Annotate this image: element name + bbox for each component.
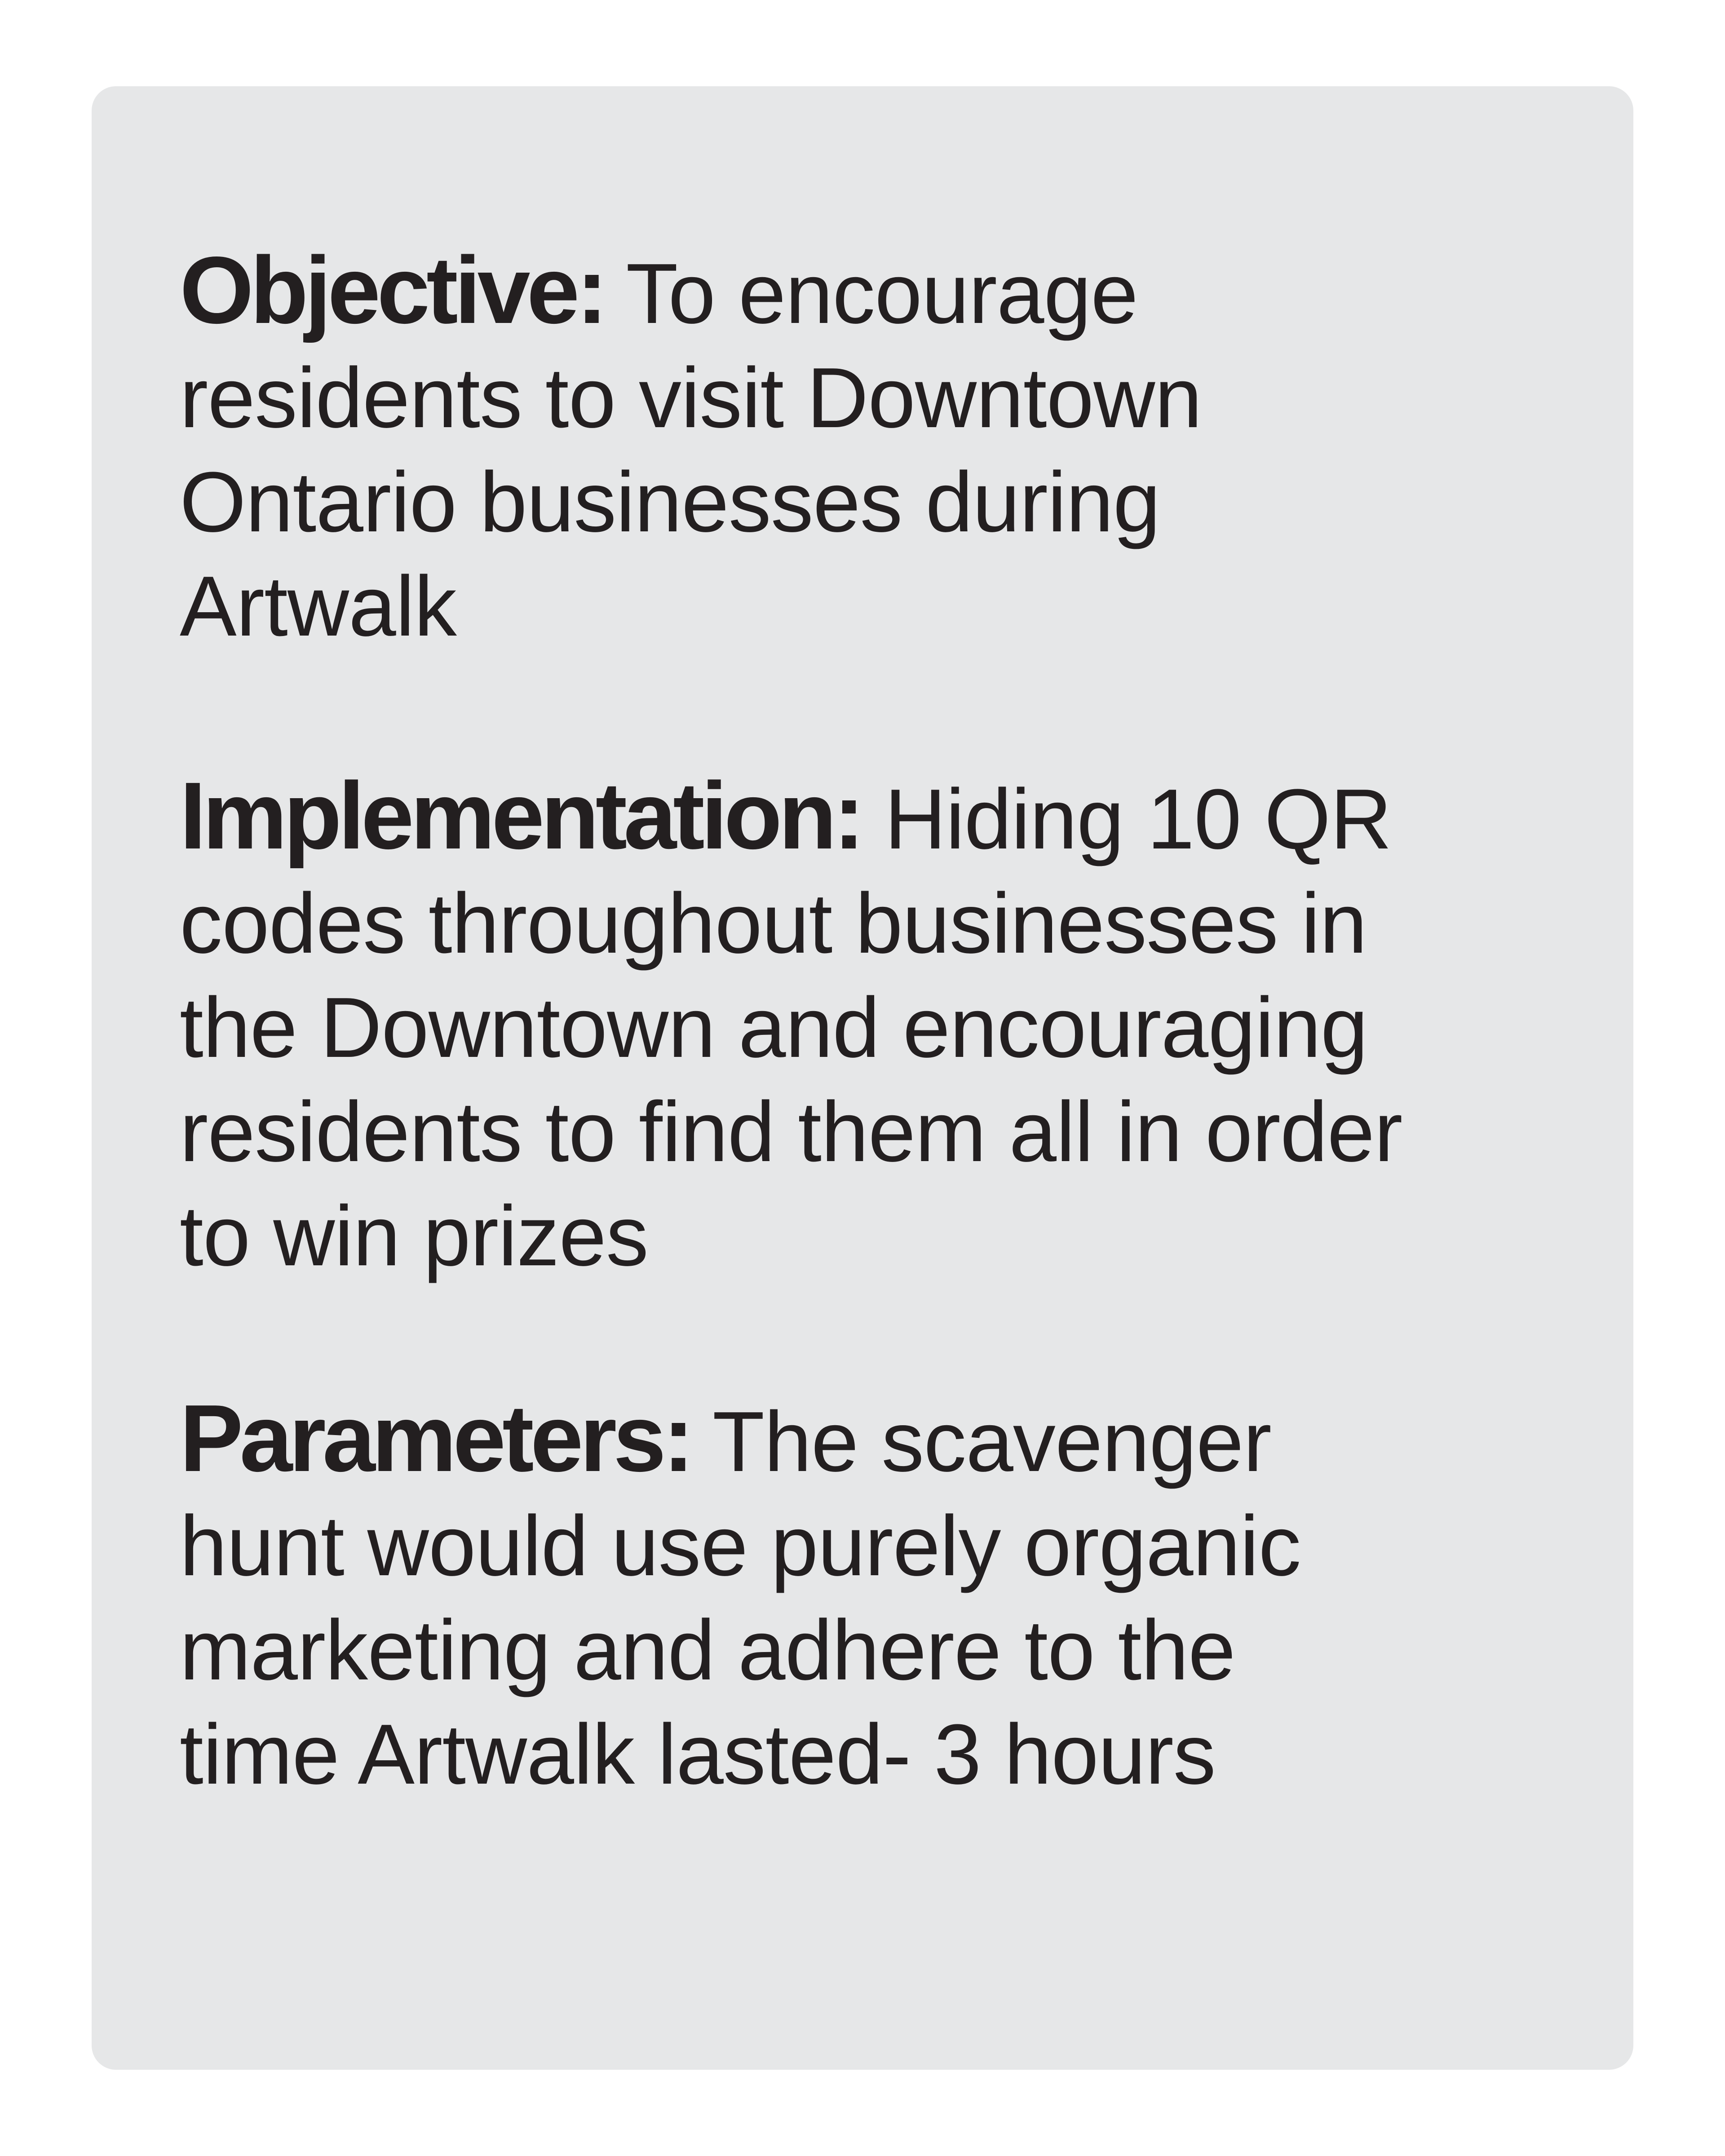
objective-first-line (180, 238, 1535, 346)
objective-text-line: Ontario businesses during (180, 455, 1160, 550)
implementation-label: Implementation: (180, 762, 862, 869)
implementation-section (180, 764, 1535, 1288)
objective-text-line: residents to visit Downtown (180, 350, 1202, 446)
implementation-text-line: to win prizes (180, 1188, 648, 1284)
implementation-text-line: residents to find them all in order (180, 1084, 1402, 1180)
objective-text-line: Artwalk (180, 559, 456, 654)
parameters-text-line: time Artwalk lasted- 3 hours (180, 1707, 1216, 1802)
objective-label: Objective: (180, 237, 605, 343)
implementation-first-line (180, 764, 1535, 871)
implementation-text-line: Hiding 10 QR (861, 772, 1392, 867)
parameters-text-line: marketing and adhere to the (180, 1603, 1235, 1698)
parameters-label: Parameters: (180, 1385, 691, 1491)
parameters-text-line: The scavenger (690, 1394, 1271, 1489)
objective-text-line: To encourage (604, 246, 1138, 341)
parameters-text-line: hunt would use purely organic (180, 1498, 1301, 1594)
implementation-text-line: codes throughout businesses in (180, 876, 1367, 971)
parameters-first-line (180, 1386, 1535, 1494)
info-card (92, 86, 1633, 2070)
implementation-text-line: the Downtown and encouraging (180, 980, 1368, 1075)
objective-section (180, 238, 1535, 658)
parameters-section (180, 1386, 1535, 1807)
